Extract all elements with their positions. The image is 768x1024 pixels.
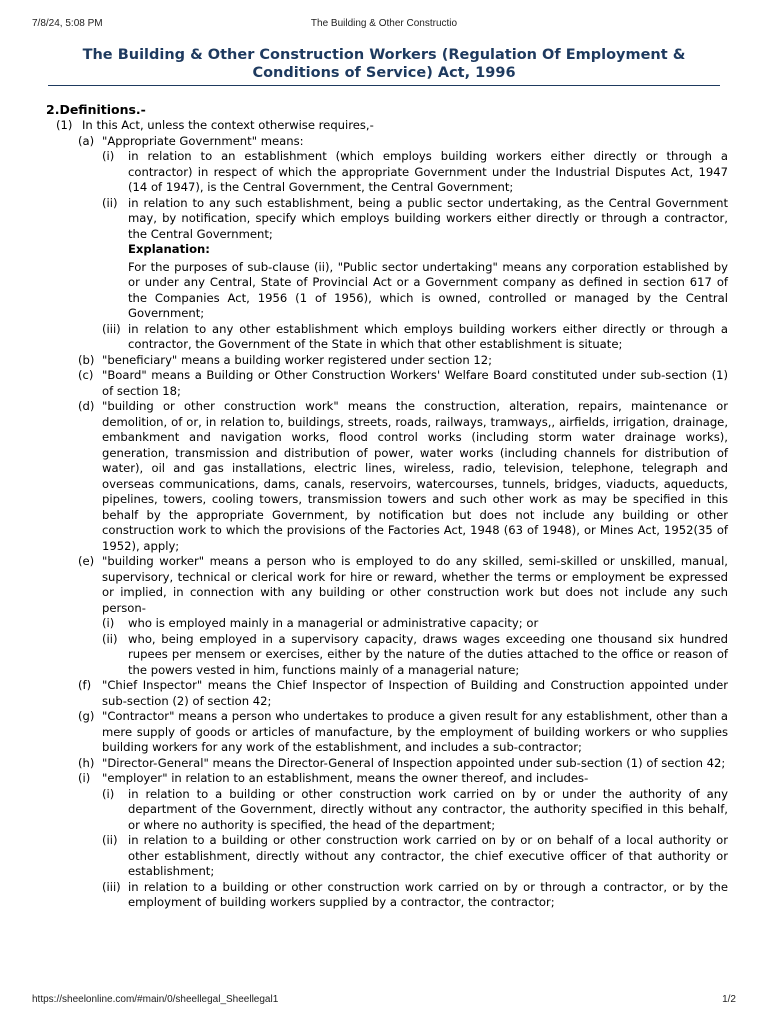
clause-b <box>46 353 728 369</box>
clause-text: who is employed mainly in a managerial or administrative capacity; or <box>128 616 539 630</box>
clause-text: in relation to a building or other construction work carried on by or under the authority of any department of the Government, directly without any contractor, the authority specified in this behalf, or where no authority is specified, the head of the department; <box>128 786 728 832</box>
clause-label: (ii) <box>102 631 118 646</box>
clause-label: (ii) <box>102 833 118 847</box>
clause-text: in relation to an establishment (which employs building workers either directly or through a contractor) in respect of which the appropriate Government under the Industrial Disputes Act, 1947 (14 of 1947), is the Central Government, the Central Government; <box>128 149 728 194</box>
clause-label: (b) <box>78 352 95 367</box>
document-title: The Building & Other Construction Workers (Regulation Of Employment & Conditions of Service) Act, 1996 <box>82 47 686 81</box>
clause-f <box>46 678 728 709</box>
clause-a <box>46 134 728 150</box>
clause-e <box>46 554 728 616</box>
clause-text: "building or other construction work" means the construction, alteration, repairs, maintenance or demolition, of or, in relation to, buildings, streets, roads, railways, tramways,, airfields, irrigation, drainage, embankment and navigation works, flood control works (including storm water drainage works), generation, transmission and distribution of power, water works (including channels for distribution of water), oil and gas installations, electric lines, wireless, radio, television, telephone, telegraph and overseas communications, dams, canals, reservoirs, watercourses, tunnels, bridges, viaducts, aqueducts, pipelines, towers, cooling towers, transmission towers and such other work as may be specified in this behalf by the appropriate Government, by notification but does not include any building or other construction work to which the provisions of the Factories Act, 1948 (63 of 1948), or Mines Act, 1952(35 of 1952), apply; <box>102 399 728 553</box>
sub-clause-i-ii <box>46 833 728 880</box>
clause-text: "Board" means a Building or Other Construction Workers' Welfare Board constituted under sub-section (1) of section 18; <box>102 368 728 398</box>
clause-text: "Appropriate Government" means: <box>102 133 304 148</box>
print-page-number: 1/2 <box>722 994 736 1005</box>
clause-text: in relation to any other establishment which employs building workers either directly or through a contractor, the Government of the State in which that other establishment is situate; <box>128 321 728 351</box>
clause-d <box>46 399 728 554</box>
clause-label: (ii) <box>102 195 118 210</box>
sub-clause-a-i <box>46 149 728 196</box>
clause-label: (i) <box>78 771 91 785</box>
document-body <box>46 102 728 911</box>
clause-text: In this Act, unless the context otherwise requires,- <box>82 118 374 132</box>
explanation-heading: Explanation: <box>128 242 210 256</box>
clause-label: (h) <box>78 755 95 770</box>
clause-label: (f) <box>78 678 92 692</box>
clause-label: (i) <box>102 786 115 801</box>
clause-text: "Director-General" means the Director-General of Inspection appointed under sub-section (1) of section 42; <box>102 755 726 770</box>
clause-text: "employer" in relation to an establishment, means the owner thereof, and includes- <box>102 771 589 785</box>
print-page-title: The Building & Other Constructio <box>310 18 458 29</box>
clause-1 <box>46 118 728 134</box>
section-heading: 2.Definitions.- <box>46 102 146 117</box>
title-divider <box>48 85 720 86</box>
clause-text: "building worker" means a person who is employed to do any skilled, semi-skilled or unskilled, manual, supervisory, technical or clerical work for hire or reward, whether the terms or employment be expressed or implied, in connection with any building or other construction work but does not include any such person- <box>102 554 728 615</box>
clause-label: (i) <box>102 616 115 630</box>
clause-h <box>46 756 728 772</box>
clause-label: (iii) <box>102 879 121 894</box>
sub-clause-i-iii <box>46 880 728 911</box>
clause-text: who, being employed in a supervisory capacity, draws wages exceeding one thousand six hundred rupees per mensem or exercises, either by the nature of the duties attached to the office or reason of the powers vested in him, functions mainly of a managerial nature; <box>128 631 728 677</box>
clause-text: in relation to a building or other construction work carried on by or through a contractor, or by the employment of building workers supplied by a contractor, the contractor; <box>128 879 728 909</box>
clause-label: (a) <box>78 133 95 148</box>
clause-text: "Contractor" means a person who undertakes to produce a given result for any establishment, other than a mere supply of goods or articles of manufacture, by the employment of building workers or who supplies building workers for any work of the establishment, and includes a sub-contractor; <box>102 709 728 754</box>
clause-label: (iii) <box>102 321 121 336</box>
clause-c <box>46 368 728 399</box>
print-datetime: 7/8/24, 5:08 PM <box>32 18 103 29</box>
clause-text: "beneficiary" means a building worker registered under section 12; <box>102 352 493 367</box>
browser-print-header <box>0 18 768 32</box>
sub-clause-e-i <box>46 616 728 632</box>
clause-i <box>46 771 728 787</box>
sub-clause-e-ii <box>46 632 728 679</box>
sub-clause-i-i <box>46 787 728 834</box>
clause-g <box>46 709 728 756</box>
clause-text: in relation to any such establishment, being a public sector undertaking, as the Central Government may, by notification, specify which employs building workers either directly or through a contractor, the Central Government; <box>128 195 728 241</box>
clause-label: (c) <box>78 368 94 382</box>
sub-clause-a-iii <box>46 322 728 353</box>
clause-label: (i) <box>102 149 115 163</box>
explanation-text: For the purposes of sub-clause (ii), "Public sector undertaking" means any corporation established by or under any Central, State of Provincial Act or a Government company as defined in section 617 of the Companies Act, 1956 (1 of 1956), which is owned, controlled or managed by the Central Government; <box>128 259 728 320</box>
clause-text: in relation to a building or other construction work carried on by or on behalf of a local authority or other establishment, directly without any contractor, the chief executive officer of that authority or establishment; <box>128 833 728 878</box>
clause-label: (1) <box>56 118 73 132</box>
clause-label: (d) <box>78 399 95 413</box>
clause-label: (e) <box>78 554 95 568</box>
sub-clause-a-ii <box>46 196 728 243</box>
clause-label: (g) <box>78 709 95 723</box>
print-url: https://sheelonline.com/#main/0/sheellegal_Sheellegal1 <box>32 994 279 1005</box>
clause-text: "Chief Inspector" means the Chief Inspector of Inspection of Building and Construction appointed under sub-section (2) of section 42; <box>102 678 728 708</box>
